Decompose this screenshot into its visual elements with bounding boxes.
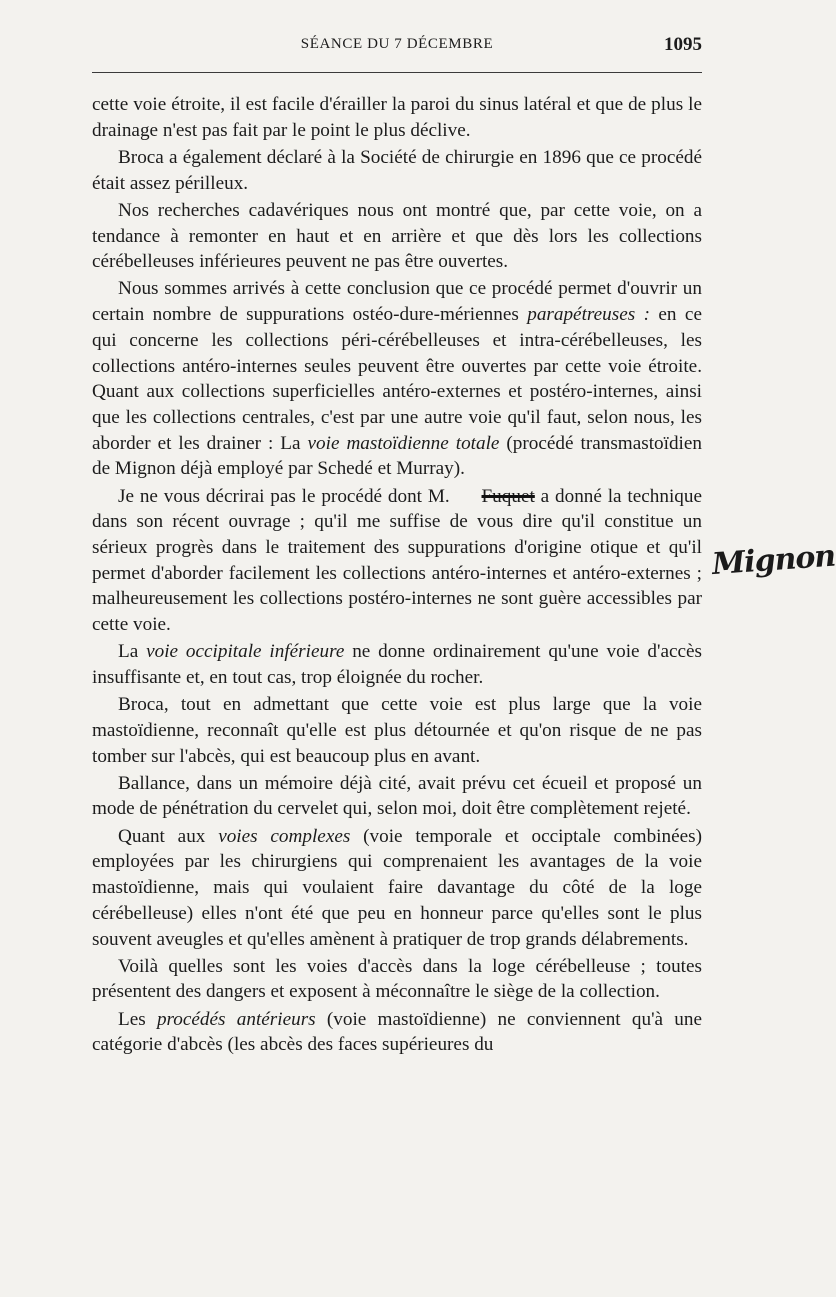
paragraph-6-italic: voie occipitale inférieure <box>146 641 345 663</box>
paragraph-9-italic: voies complexes <box>218 825 351 847</box>
struck-out-name: Fuquet <box>481 485 535 507</box>
paragraph-4-part-b: en ce qui concerne les collections péri-cérébelleuses et intra-cérébelleuses, les collections antéro-internes seules peuvent être ouvertes par cette voie étroite. Quant aux collections superficielles antéro-externes et postéro-internes, ainsi que les collections centrales, c'est par une autre voie qu'il faut, selon nous, les aborder et les drainer : La <box>92 304 702 454</box>
paragraph-4 <box>92 276 702 482</box>
paragraph-4-italic-2: voie mastoïdienne totale <box>307 432 500 454</box>
paragraph-9 <box>92 824 702 953</box>
paragraph-8: Ballance, dans un mémoire déjà cité, avait prévu cet écueil et proposé un mode de pénétration du cervelet qui, selon moi, doit être complètement rejeté. <box>92 772 702 820</box>
paragraph-9-part-b: (voie temporale et occiptale combinées) employées par les chirurgiens qui comprenaient les avantages de la voie mastoïdienne, mais qui voulaient faire davantage du côté de la loge cérébelleuse) elles n'ont été que peu en honneur parce qu'elles sont le plus souvent aveugles et qu'elles amènent à pratiquer de trop grands délabrements. <box>92 825 702 950</box>
paragraph-4-part-c: (procédé transmastoïdien de Mignon déjà employé par Schedé et Murray). <box>92 432 702 480</box>
paragraph-5-part-a: Je ne vous décrirai pas le procédé dont M. <box>118 485 456 507</box>
paragraph-7: Broca, tout en admettant que cette voie est plus large que la voie mastoïdienne, reconnaît qu'elle est plus détournée et qu'on risque de ne pas tomber sur l'abcès, qui est beaucoup plus en avant. <box>92 694 702 767</box>
paragraph-1: cette voie étroite, il est facile d'érailler la paroi du sinus latéral et que de plus le drainage n'est pas fait par le point le plus déclive. <box>92 94 702 141</box>
page-number: 1095 <box>664 34 702 55</box>
body-text <box>92 92 702 1060</box>
paragraph-6-part-b: ne donne ordinairement qu'une voie d'accès insuffisante et, en tout cas, trop éloignée du rocher. <box>92 641 702 688</box>
paragraph-9-part-a: Quant aux <box>118 825 219 847</box>
page-header <box>92 34 702 58</box>
paragraph-11 <box>92 1007 702 1058</box>
paragraph-11-italic: procédés antérieurs <box>156 1008 316 1030</box>
paragraph-11-part-b: (voie mastoïdienne) ne conviennent qu'à une catégorie d'abcès (les abcès des faces supérieures du <box>92 1008 702 1056</box>
paragraph-4-italic-1: parapétreuses : <box>527 304 651 326</box>
paragraph-2: Broca a également déclaré à la Société de chirurgie en 1896 que ce procédé était assez périlleux. <box>92 146 702 194</box>
paragraph-5-part-b: a donné la technique dans son récent ouvrage ; qu'il me suffise de vous dire qu'il constitue un sérieux progrès dans le traitement des suppurations d'origine otique et qu'il permet d'aborder facilement les collections antéro-internes et antéro-externes ; malheureusement les collections postéro-internes ne sont guère accessibles par cette voie. <box>92 485 702 636</box>
paragraph-11-part-a: Les <box>118 1008 157 1030</box>
paragraph-4-part-a: Nous sommes arrivés à cette conclusion que ce procédé permet d'ouvrir un certain nombre de suppurations ostéo-dure-mériennes <box>92 278 702 326</box>
paragraph-10: Voilà quelles sont les voies d'accès dans la loge cérébelleuse ; toutes présentent des dangers et exposent à méconnaître le siège de la collection. <box>92 955 702 1003</box>
running-title: SÉANCE DU 7 DÉCEMBRE <box>300 36 494 52</box>
paragraph-6-part-a: La <box>118 641 147 663</box>
paragraph-3: Nos recherches cadavériques nous ont montré que, par cette voie, on a tendance à remonter en haut et en arrière et que dès lors les collections cérébelleuses inférieures peuvent ne pas être ouvertes. <box>92 199 702 273</box>
paragraph-5 <box>92 484 702 638</box>
handwritten-margin-note: Mignon <box>710 538 836 583</box>
paragraph-6 <box>92 639 702 690</box>
header-rule <box>92 72 702 73</box>
